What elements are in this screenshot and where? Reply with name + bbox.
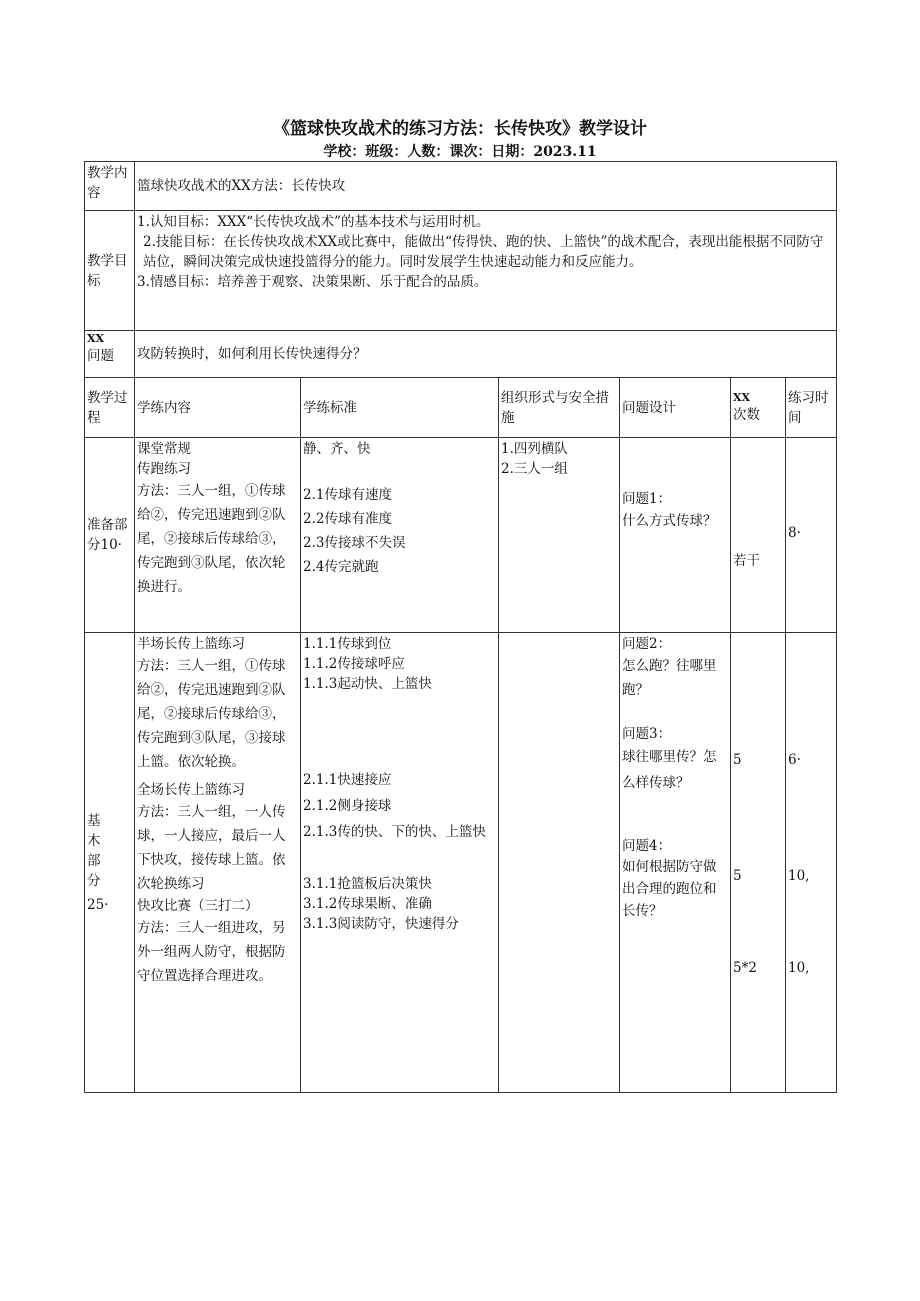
basic-questions bbox=[620, 633, 731, 1093]
count-value: 5*2 bbox=[733, 960, 757, 976]
q4-text: 如何根据防守做出合理的跑位和长传？ bbox=[622, 859, 717, 919]
prep-time-value: 8· bbox=[788, 525, 801, 541]
drill1-method: 方法：三人一组，①传球给②，传完迅速跑到②队尾，②接球后传球给③，传完跑到③队尾，③接球上篮。依次轮换。 bbox=[137, 658, 286, 770]
problem-label-top: XX bbox=[87, 332, 105, 345]
standard-3: 3.1.2传球果断、准确 bbox=[303, 896, 432, 912]
prep-standards bbox=[301, 438, 499, 633]
basic-row bbox=[85, 633, 837, 1093]
lesson-plan-table bbox=[84, 161, 836, 1093]
drill3-title: 快攻比赛（三打二） bbox=[137, 898, 259, 914]
prep-drill-title: 传跑练习 bbox=[137, 461, 191, 477]
prep-time bbox=[786, 438, 837, 633]
basic-organization bbox=[499, 633, 620, 1093]
problem-label-bottom: 问题 bbox=[87, 348, 114, 364]
prep-standard: 2.1传球有速度 bbox=[303, 487, 392, 503]
standard-2: 2.1.1快速接应 bbox=[303, 772, 392, 788]
col-standard: 学练标准 bbox=[301, 378, 499, 438]
prep-standard: 2.3传接球不失误 bbox=[303, 535, 406, 551]
problem-row bbox=[85, 331, 837, 378]
count-value: 5 bbox=[733, 868, 742, 884]
prep-org-item: 1.四列横队 bbox=[501, 441, 568, 457]
time-value: 10, bbox=[788, 868, 810, 884]
problem-label bbox=[85, 331, 135, 378]
goal-skill: 2.技能目标：在长传快攻战术XX或比赛中，能做出“传得快、跑的快、上篮快”的战术配合，表现出能根据不同防守站位，瞬间决策完成快速投篮得分的能力。同时发展学生快速起动能力和反应能力。 bbox=[143, 234, 824, 270]
q2-text: 怎么跑？往哪里跑？ bbox=[622, 658, 717, 698]
prep-standard-head: 静、齐、快 bbox=[303, 441, 371, 457]
prep-standard: 2.2传球有准度 bbox=[303, 511, 392, 527]
standard-1: 1.1.2传接球呼应 bbox=[303, 656, 405, 672]
time-value: 6· bbox=[788, 752, 801, 768]
goals-cell bbox=[135, 211, 837, 331]
basic-label-char: 基 bbox=[87, 812, 101, 829]
goals-row bbox=[85, 211, 837, 331]
drill2-title: 全场长传上篮练习 bbox=[137, 782, 245, 798]
prep-standard: 2.4传完就跑 bbox=[303, 559, 379, 575]
drill1-title: 半场长传上篮练习 bbox=[137, 636, 245, 652]
standard-2: 2.1.3传的快、下的快、上篮快 bbox=[303, 824, 486, 840]
basic-label-char: 分 bbox=[87, 872, 101, 889]
basic-standards bbox=[301, 633, 499, 1093]
standard-1: 1.1.3起动快、上篮快 bbox=[303, 676, 432, 692]
prep-question bbox=[620, 438, 731, 633]
goals-label: 教学目标 bbox=[85, 211, 135, 331]
prep-count bbox=[731, 438, 786, 633]
goal-cognitive: 1.认知目标：XXX“长传快攻战术”的基本技术与运用时机。 bbox=[137, 214, 490, 230]
q3-text: 球往哪里传？怎么样传球？ bbox=[622, 749, 717, 791]
basic-content bbox=[135, 633, 301, 1093]
col-question: 问题设计 bbox=[620, 378, 731, 438]
q3-title: 问题3： bbox=[622, 726, 672, 742]
basic-label-char: 木 bbox=[87, 832, 101, 849]
time-value: 10, bbox=[788, 960, 810, 976]
basic-times bbox=[786, 633, 837, 1093]
col-content: 学练内容 bbox=[135, 378, 301, 438]
prep-row bbox=[85, 438, 837, 633]
prep-organization bbox=[499, 438, 620, 633]
content-row bbox=[85, 162, 837, 211]
standard-1: 1.1.1传球到位 bbox=[303, 636, 392, 652]
column-header-row bbox=[85, 378, 837, 438]
drill3-method: 方法：三人一组进攻，另外一组两人防守，根据防守位置选择合理进攻。 bbox=[137, 920, 286, 984]
goal-emotion: 3.情感目标：培养善于观察、决策果断、乐于配合的品质。 bbox=[137, 274, 488, 290]
basic-label-char: 部 bbox=[87, 852, 101, 869]
content-label: 教学内容 bbox=[85, 162, 135, 211]
prep-content bbox=[135, 438, 301, 633]
drill2-method: 方法：三人一组，一人传球，一人接应，最后一人下快攻，接传球上篮。依次轮换练习 bbox=[137, 804, 286, 892]
prep-question-title: 问题1： bbox=[622, 491, 672, 507]
standard-3: 3.1.3阅读防守，快速得分 bbox=[303, 916, 459, 932]
basic-label-time: 25· bbox=[87, 896, 109, 913]
standard-2: 2.1.2侧身接球 bbox=[303, 798, 392, 814]
problem-value: 攻防转换时，如何利用长传快速得分？ bbox=[135, 331, 837, 378]
col-count-top: XX bbox=[733, 390, 751, 404]
document-subtitle: 学校：班级：人数：课次：日期：2023.11 bbox=[323, 144, 597, 160]
content-value: 篮球快攻战术的XX方法：长传快攻 bbox=[135, 162, 837, 211]
col-process: 教学过程 bbox=[85, 378, 135, 438]
prep-count-value: 若干 bbox=[733, 553, 760, 569]
document-title: 《篮球快攻战术的练习方法：长传快攻》教学设计 bbox=[273, 119, 647, 139]
prep-question-text: 什么方式传球？ bbox=[622, 513, 717, 529]
col-time: 练习时间 bbox=[786, 378, 837, 438]
basic-counts bbox=[731, 633, 786, 1093]
prep-org-item: 2.三人一组 bbox=[501, 461, 568, 477]
q2-title: 问题2： bbox=[622, 636, 672, 652]
col-organization: 组织形式与安全措施 bbox=[499, 378, 620, 438]
count-value: 5 bbox=[733, 752, 742, 768]
standard-3: 3.1.1抢篮板后决策快 bbox=[303, 876, 432, 892]
col-count bbox=[731, 378, 786, 438]
q4-title: 问题4： bbox=[622, 838, 672, 854]
col-count-bottom: 次数 bbox=[733, 406, 760, 423]
basic-label bbox=[85, 633, 135, 1093]
prep-drill-method: 方法：三人一组，①传球给②，传完迅速跑到②队尾，②接球后传球给③，传完跑到③队尾，依次轮换进行。 bbox=[137, 483, 286, 595]
prep-routine: 课堂常规 bbox=[137, 441, 191, 457]
prep-label: 准备部分10· bbox=[85, 438, 135, 633]
